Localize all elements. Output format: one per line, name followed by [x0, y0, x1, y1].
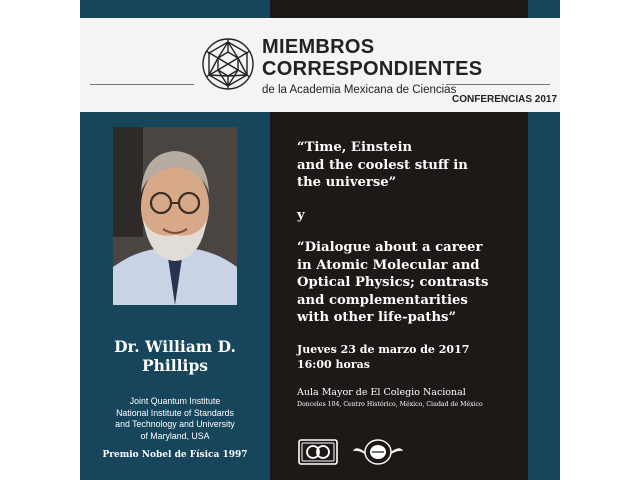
- header-divider-left: [90, 84, 194, 85]
- talk-title-line: and complementarities: [297, 292, 468, 308]
- affiliation-line: Joint Quantum Institute: [129, 396, 221, 406]
- poster-header: [80, 18, 560, 112]
- talk-title-1: [297, 139, 507, 192]
- talk-title-line: and the coolest stuff in: [297, 157, 468, 173]
- speaker-portrait-illustration: [113, 127, 237, 305]
- affiliation-line: and Technology and University: [115, 419, 235, 429]
- talk-title-line: the universe”: [297, 175, 397, 190]
- event-address: Donceles 104, Centro Histórico, México, Ciudad de México: [297, 401, 483, 408]
- talk-title-line: in Atomic Molecular and: [297, 257, 480, 273]
- title-line-1: MIEMBROS: [262, 36, 375, 58]
- talk-title-2: [297, 239, 519, 327]
- speaker-name-line-2: Phillips: [141, 356, 209, 375]
- talk-connector: y: [297, 208, 305, 223]
- event-datetime: [297, 343, 469, 372]
- nobel-prize-label: Premio Nobel de Física 1997: [102, 450, 248, 460]
- talk-title-line: Optical Physics; contrasts: [297, 275, 489, 290]
- header-divider-right: [446, 84, 550, 85]
- event-venue: Aula Mayor de El Colegio Nacional: [297, 387, 466, 398]
- affiliation-line: of Maryland, USA: [140, 430, 210, 441]
- talk-title-line: “Time, Einstein: [297, 140, 413, 155]
- speaker-name: [80, 337, 270, 375]
- speaker-affiliation: [80, 396, 270, 442]
- event-poster: [80, 0, 560, 480]
- colegio-nacional-logo: [298, 439, 338, 465]
- academia-seal-logo: [352, 437, 404, 467]
- speaker-name-line-1: Dr. William D.: [114, 337, 236, 356]
- speaker-photo: [113, 127, 237, 305]
- affiliation-line: National Institute of Standards: [116, 407, 234, 418]
- geodesic-sphere-icon: [200, 36, 256, 92]
- header-subtitle: de la Academia Mexicana de Ciencias: [262, 84, 457, 96]
- conference-label: CONFERENCIAS 2017: [452, 94, 558, 105]
- event-date: Jueves 23 de marzo de 2017: [297, 343, 470, 356]
- event-time: 16:00 horas: [297, 357, 370, 371]
- talk-title-line: “Dialogue about a career: [297, 240, 483, 255]
- talk-title-line: with other life-paths”: [297, 310, 457, 325]
- title-line-2: CORRESPONDIENTES: [262, 58, 483, 80]
